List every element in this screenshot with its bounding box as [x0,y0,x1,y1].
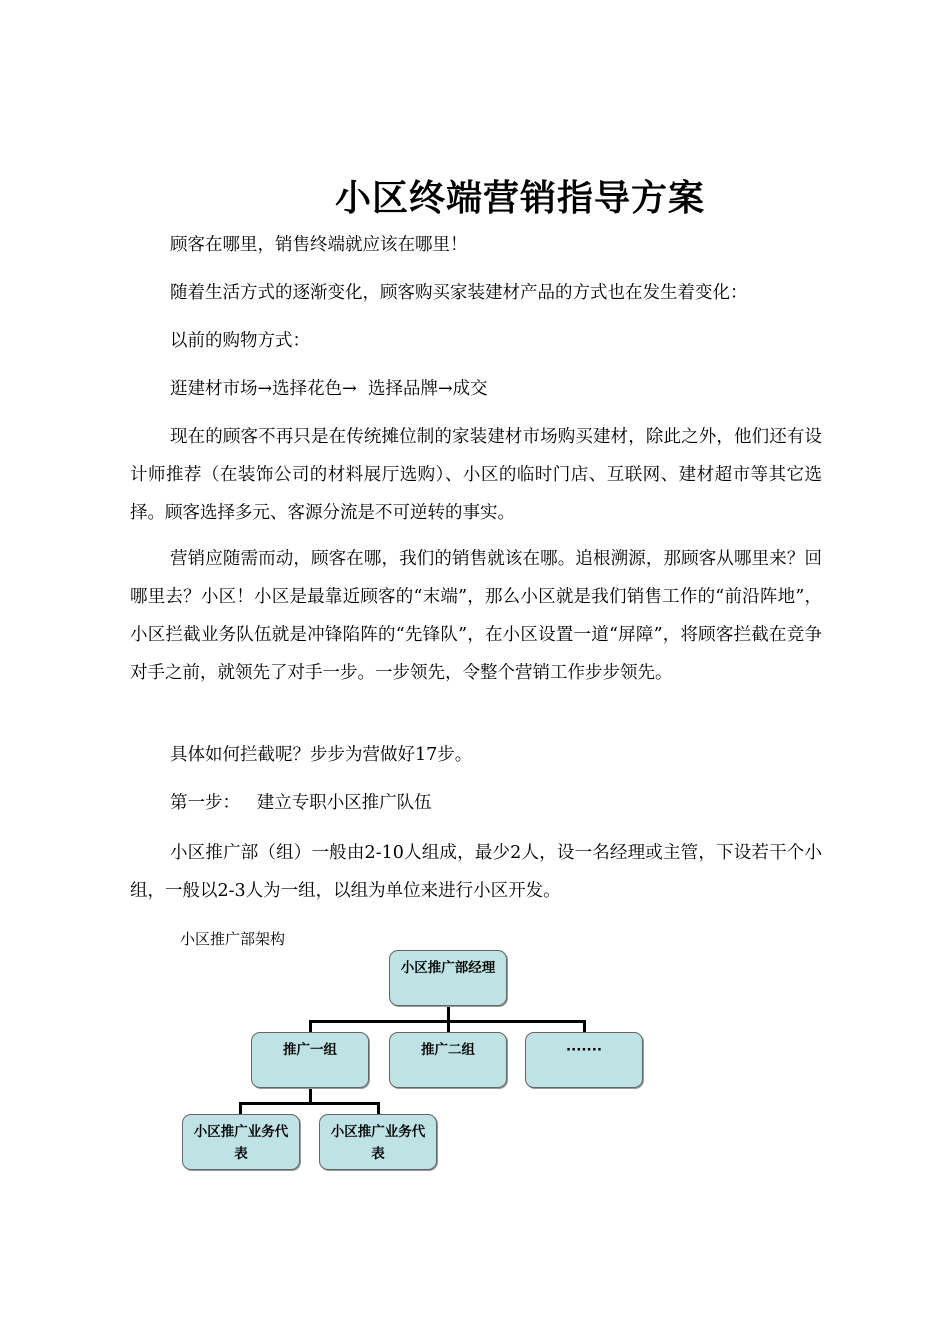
org-node-member-2: 小区推广业务代表 [319,1114,437,1170]
paragraph-7: 具体如何拦截呢？步步为营做好17步。 [170,745,473,765]
org-chart-caption: 小区推广部架构 [180,930,286,948]
paragraph-8: 第一步： 建立专职小区推广队伍 [170,793,432,813]
org-node-member-1: 小区推广业务代表 [182,1114,300,1170]
org-node-group-2: 推广二组 [389,1032,507,1088]
paragraph-4: 逛建材市场→选择花色→ 选择品牌→成交 [170,379,488,399]
document-title: 小区终端营销指导方案 [334,177,705,219]
paragraph-2: 随着生活方式的逐渐变化，顾客购买家装建材产品的方式也在发生着变化： [170,283,748,303]
paragraph-5: 现在的顾客不再只是在传统摊位制的家装建材市场购买建材，除此之外，他们还有设计师推荐（在装饰公司的材料展厅选购）、小区的临时门店、互联网、建材超市等其它选择。顾客选择多元、客源分流是不可逆转的事实。 [130,427,822,523]
org-node-manager: 小区推广部经理 [389,950,507,1006]
paragraph-3: 以前的购物方式： [170,331,310,351]
connector [239,1102,380,1105]
paragraph-9: 小区推广部（组）一般由2-10人组成，最少2人，设一名经理或主管，下设若干个小组，一般以2-3人为一组，以组为单位来进行小区开发。 [130,843,822,901]
paragraph-1: 顾客在哪里，销售终端就应该在哪里！ [170,235,468,255]
org-node-group-1: 推广一组 [251,1032,369,1088]
paragraph-6: 营销应随需而动，顾客在哪，我们的销售就该在哪。追根溯源，那顾客从哪里来？回哪里去？小区！小区是最靠近顾客的“末端”，那么小区就是我们销售工作的“前沿阵地”，小区拦截业务队伍就是冲锋陷阵的“先锋队”，在小区设置一道“屏障”，将顾客拦截在竞争对手之前，就领先了对手一步。一步领先，令整个营销工作步步领先。 [130,549,822,683]
connector [447,1004,450,1021]
org-node-more: ······· [525,1032,643,1088]
